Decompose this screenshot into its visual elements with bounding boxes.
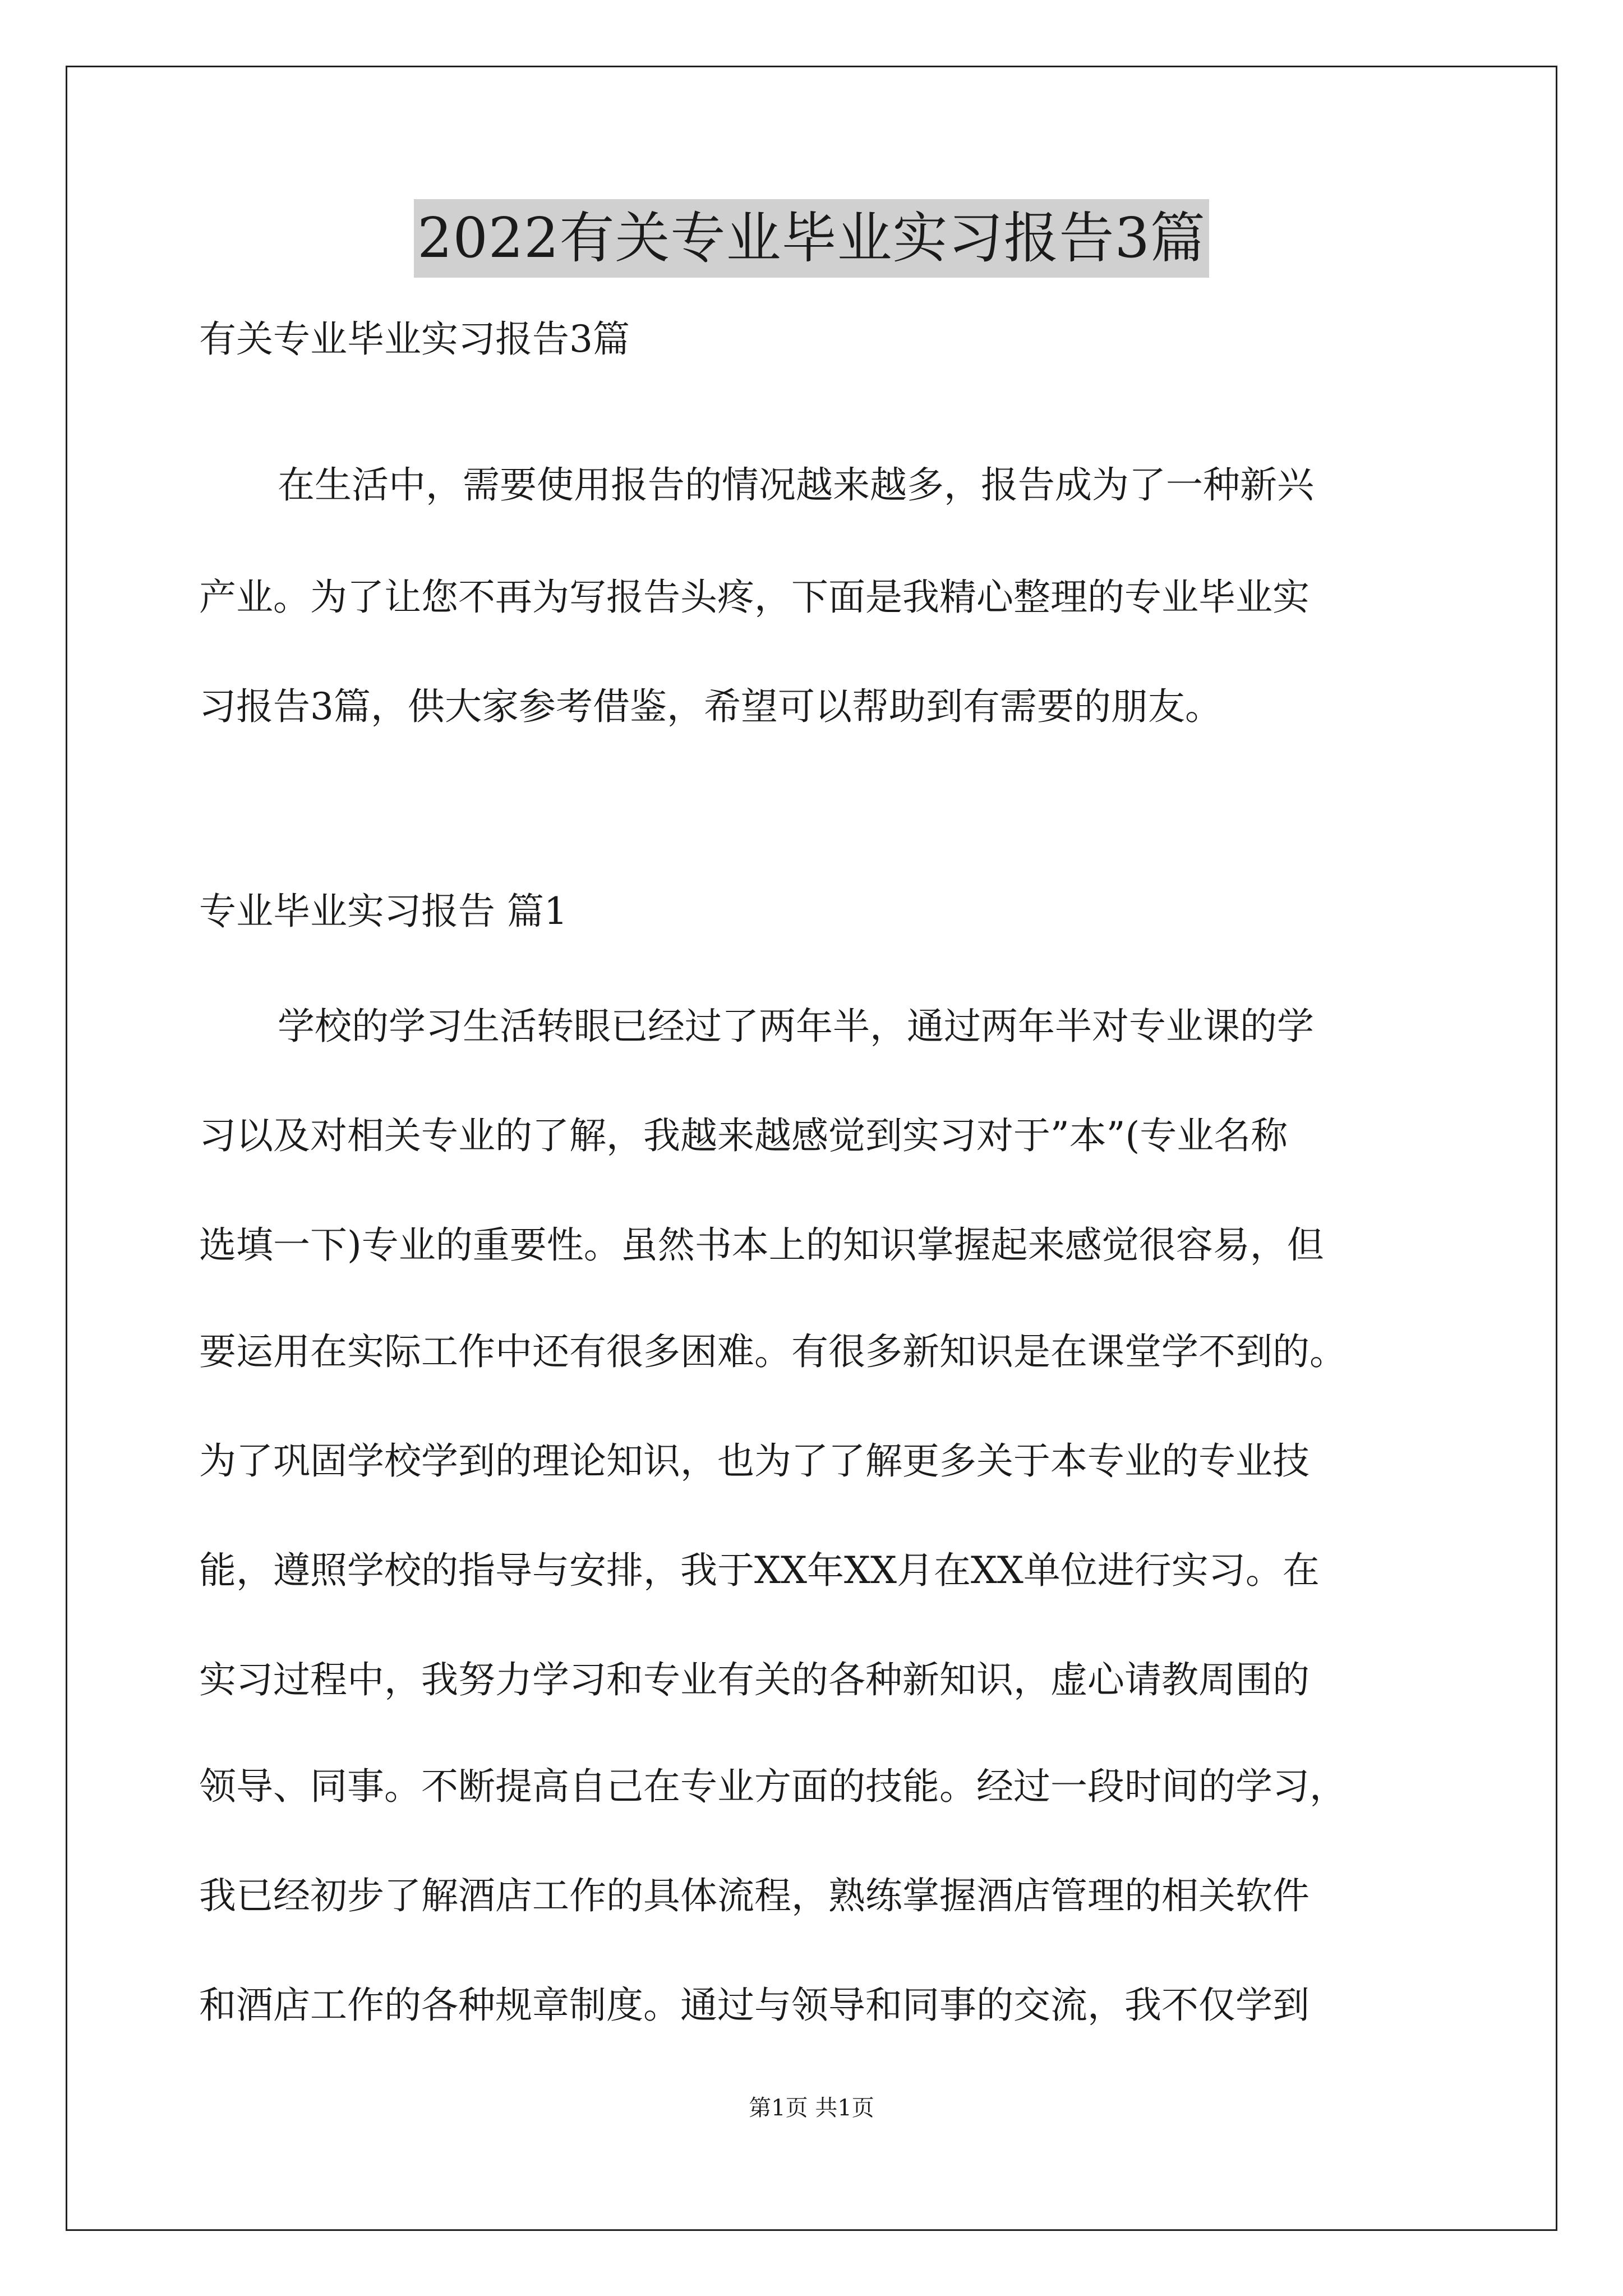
body-line: 能，遵照学校的指导与安排，我于XX年XX月在XX单位进行实习。在 bbox=[199, 1549, 1320, 1592]
document-subtitle: 有关专业毕业实习报告3篇 bbox=[199, 318, 630, 361]
intro-line: 在生活中，需要使用报告的情况越来越多，报告成为了一种新兴 bbox=[278, 463, 1314, 507]
intro-line: 习报告3篇，供大家参考借鉴，希望可以帮助到有需要的朋友。 bbox=[199, 685, 1222, 728]
title-container bbox=[0, 199, 1623, 278]
page-footer: 第1页 共1页 bbox=[749, 2095, 874, 2121]
section-heading: 专业毕业实习报告 篇1 bbox=[199, 890, 568, 933]
body-line: 和酒店工作的各种规章制度。通过与领导和同事的交流，我不仅学到 bbox=[199, 1984, 1310, 2027]
intro-line: 产业。为了让您不再为写报告头疼，下面是我精心整理的专业毕业实 bbox=[199, 576, 1310, 619]
body-line: 选填一下)专业的重要性。虽然书本上的知识掌握起来感觉很容易，但 bbox=[199, 1223, 1324, 1267]
body-line: 我已经初步了解酒店工作的具体流程，熟练掌握酒店管理的相关软件 bbox=[199, 1874, 1310, 1917]
body-line: 要运用在实际工作中还有很多困难。有很多新知识是在课堂学不到的。 bbox=[199, 1330, 1347, 1373]
body-line: 习以及对相关专业的了解，我越来越感觉到实习对于”本”(专业名称 bbox=[199, 1114, 1288, 1157]
body-line: 领导、同事。不断提高自己在专业方面的技能。经过一段时间的学习， bbox=[199, 1765, 1347, 1808]
document-title: 2022有关专业毕业实习报告3篇 bbox=[414, 199, 1209, 278]
body-line: 学校的学习生活转眼已经过了两年半，通过两年半对专业课的学 bbox=[278, 1005, 1314, 1048]
body-line: 为了巩固学校学到的理论知识，也为了了解更多关于本专业的专业技 bbox=[199, 1439, 1310, 1483]
body-line: 实习过程中，我努力学习和专业有关的各种新知识，虚心请教周围的 bbox=[199, 1658, 1310, 1701]
